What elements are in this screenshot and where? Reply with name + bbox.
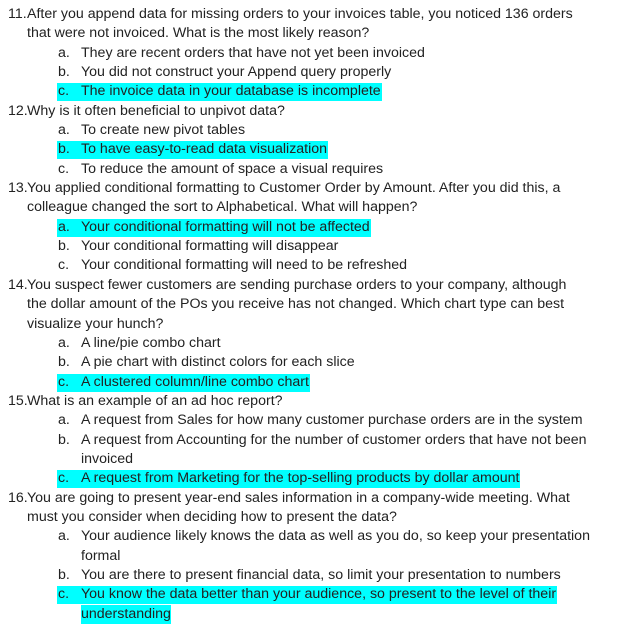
answer-option-highlighted	[0, 218, 624, 237]
question-line	[0, 392, 624, 411]
option-line	[0, 547, 624, 566]
question-line	[0, 276, 624, 295]
question-line	[0, 315, 624, 334]
answer-option	[0, 527, 624, 566]
answer-option	[0, 431, 624, 470]
answer-option	[0, 411, 624, 430]
answer-option	[0, 256, 624, 275]
question-line	[0, 295, 624, 314]
option-text: Your conditional formatting will disappear	[81, 238, 339, 255]
option-line	[0, 411, 624, 430]
option-letter: a.	[58, 218, 70, 235]
option-letter: c.	[58, 373, 70, 390]
answer-option-highlighted	[0, 585, 624, 624]
answer-option	[0, 121, 624, 140]
question-number: 11.	[8, 6, 27, 22]
answer-option	[0, 334, 624, 353]
question-line	[0, 198, 624, 217]
question-15	[0, 392, 624, 489]
option-line	[0, 566, 624, 585]
answer-option-highlighted	[0, 140, 624, 159]
question-number: 12.	[8, 102, 28, 119]
answer-option	[0, 566, 624, 585]
option-text: Your audience likely knows the data as well as you do, so keep your presentation	[81, 528, 590, 545]
option-line	[0, 605, 624, 624]
question-text: must you consider when deciding how to present the data?	[27, 508, 397, 525]
option-letter: c.	[58, 160, 70, 177]
option-letter: c.	[58, 586, 70, 603]
option-text: A request from Accounting for the number of customer orders that have not been	[81, 431, 587, 448]
question-number: 15.	[8, 392, 28, 409]
question-number: 13.	[8, 180, 28, 197]
answer-option	[0, 237, 624, 256]
option-line	[0, 63, 624, 82]
option-line	[0, 334, 624, 353]
question-number: 14.	[8, 276, 28, 293]
option-line	[0, 140, 624, 159]
question-text: After you append data for missing orders to your invoices table, you noticed 136 orders	[27, 6, 573, 22]
option-text: Your conditional formatting will not be affected	[81, 218, 370, 235]
option-text: You know the data better than your audience, so present to the level of their	[81, 586, 557, 603]
option-letter: c.	[58, 83, 70, 100]
option-line	[0, 469, 624, 488]
question-13	[0, 179, 624, 276]
option-line	[0, 353, 624, 372]
question-text: visualize your hunch?	[27, 315, 164, 332]
option-letter: a.	[58, 334, 70, 351]
answer-option-highlighted	[0, 82, 624, 101]
question-text: You applied conditional formatting to Customer Order by Amount. After you did this, a	[27, 180, 561, 197]
answer-option	[0, 63, 624, 82]
question-text: colleague changed the sort to Alphabetical. What will happen?	[27, 199, 418, 216]
question-line	[0, 102, 624, 121]
question-text: the dollar amount of the POs you receive has not changed. Which chart type can best	[27, 296, 565, 313]
option-letter: b.	[58, 354, 70, 371]
option-text: You did not construct your Append query properly	[81, 64, 392, 81]
question-line	[0, 179, 624, 198]
option-letter: c.	[58, 257, 70, 274]
option-text: You are there to present financial data, so limit your presentation to numbers	[81, 566, 561, 583]
question-16	[0, 489, 624, 624]
option-letter: b.	[58, 566, 70, 583]
answer-option-highlighted	[0, 373, 624, 392]
option-text: invoiced	[81, 450, 134, 467]
question-text: You are going to present year-end sales information in a company-wide meeting. What	[27, 489, 570, 506]
quiz-document	[0, 5, 624, 624]
option-text: To reduce the amount of space a visual requires	[81, 160, 384, 177]
option-line	[0, 44, 624, 63]
option-text: understanding	[81, 605, 171, 624]
option-text: The invoice data in your database is incomplete	[81, 83, 381, 100]
option-letter: a.	[58, 44, 70, 61]
question-text: What is an example of an ad hoc report?	[27, 392, 283, 409]
question-text: that were not invoiced. What is the most likely reason?	[27, 25, 370, 42]
option-line	[0, 160, 624, 179]
option-letter: b.	[58, 238, 70, 255]
question-number: 16.	[8, 489, 28, 506]
question-line	[0, 508, 624, 527]
option-text: formal	[81, 547, 121, 564]
answer-option	[0, 353, 624, 372]
option-line	[0, 527, 624, 546]
option-line	[0, 585, 624, 604]
option-letter: b.	[58, 64, 70, 81]
option-letter: c.	[58, 470, 70, 487]
question-text: Why is it often beneficial to unpivot data?	[27, 102, 285, 119]
option-line	[0, 218, 624, 237]
option-text: Your conditional formatting will need to be refreshed	[81, 257, 407, 274]
option-letter: b.	[58, 431, 70, 448]
option-text: A line/pie combo chart	[81, 334, 221, 351]
option-line	[0, 121, 624, 140]
option-text: To have easy-to-read data visualization	[81, 141, 328, 158]
answer-option	[0, 44, 624, 63]
option-text: A clustered column/line combo chart	[81, 373, 309, 390]
answer-option	[0, 160, 624, 179]
question-text: You suspect fewer customers are sending purchase orders to your company, although	[27, 276, 567, 293]
option-letter: a.	[58, 528, 70, 545]
answer-option-highlighted	[0, 469, 624, 488]
option-line	[0, 450, 624, 469]
option-line	[0, 82, 624, 101]
option-line	[0, 256, 624, 275]
option-letter: b.	[58, 141, 70, 158]
option-line	[0, 373, 624, 392]
option-letter: a.	[58, 122, 70, 139]
option-letter: a.	[58, 412, 70, 429]
question-line	[0, 5, 624, 24]
option-text: A request from Marketing for the top-selling products by dollar amount	[81, 470, 520, 487]
question-11	[0, 5, 624, 102]
question-line	[0, 24, 624, 43]
question-12	[0, 102, 624, 179]
question-line	[0, 489, 624, 508]
option-text: A pie chart with distinct colors for each slice	[81, 354, 355, 371]
option-text: To create new pivot tables	[81, 122, 246, 139]
option-line	[0, 431, 624, 450]
question-14	[0, 276, 624, 392]
option-text: They are recent orders that have not yet been invoiced	[81, 44, 425, 61]
option-line	[0, 237, 624, 256]
option-text: A request from Sales for how many customer purchase orders are in the system	[81, 412, 583, 429]
